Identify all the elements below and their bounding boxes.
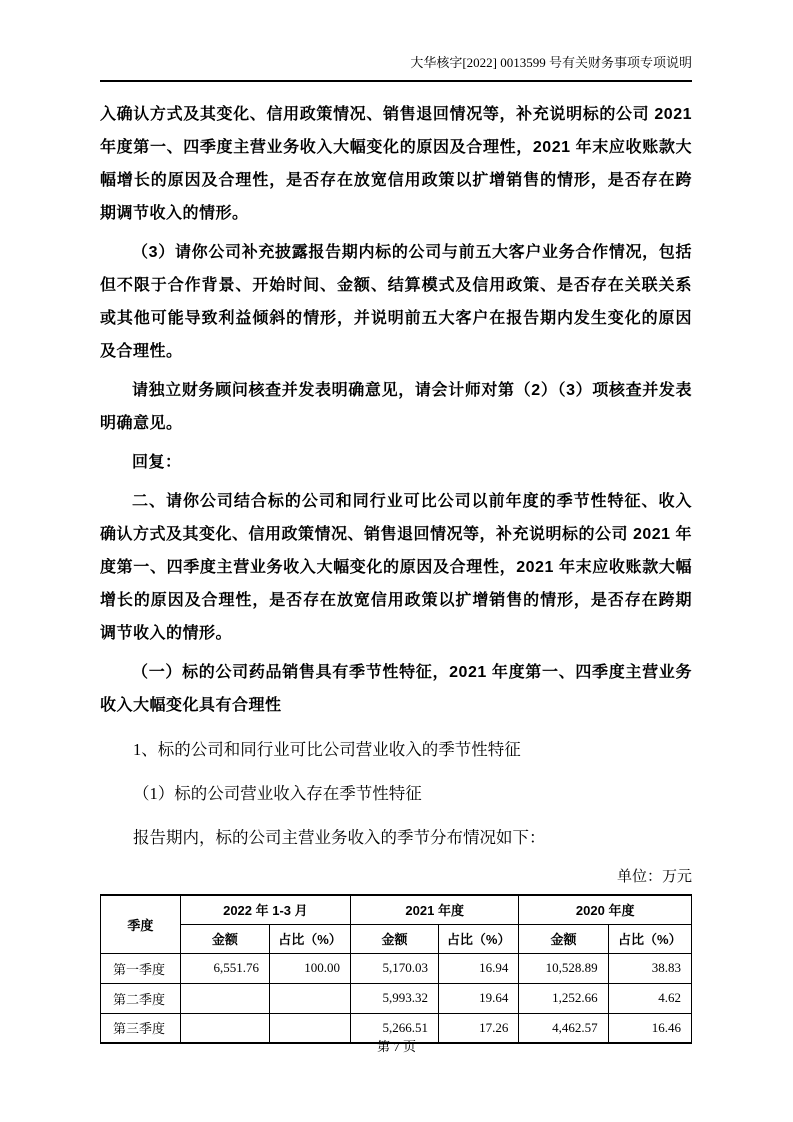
table-corner-header: 季度 [101,895,181,953]
paragraph-subheading-1-1: （1）标的公司营业收入存在季节性特征 [133,784,422,803]
paragraph-reply-label: 回复： [132,454,182,471]
paragraph-verification-request: 请独立财务顾问核查并发表明确意见，请会计师对第（2）（3）项核查并发表明确意见。 [100,382,692,432]
table-cell: 16.46 [608,1013,691,1043]
table-row-label: 第一季度 [101,953,181,983]
table-cell: 5,993.32 [350,983,438,1013]
table-row [101,983,692,1013]
table-header-amount-2020: 金额 [519,924,608,953]
table-cell: 19.64 [439,983,519,1013]
table-cell: 6,551.76 [180,953,269,983]
document-header [100,52,692,82]
table-row-label: 第二季度 [101,983,181,1013]
table-cell: 17.26 [439,1013,519,1043]
table-header-amount-2022: 金额 [180,924,269,953]
table-cell: 16.94 [439,953,519,983]
table-group-2022: 2022 年 1-3 月 [180,895,350,924]
table-row-label: 第三季度 [101,1013,181,1043]
table-cell: 4,462.57 [519,1013,608,1043]
table-header-pct-2022: 占比（%） [270,924,351,953]
paragraph-question-3: （3）请你公司补充披露报告期内标的公司与前五大客户业务合作情况，包括但不限于合作背景、开始时间、金额、结算模式及信用政策、是否存在关联关系或其他可能导致利益倾斜的情形，并说明前五大客户在报告期内发生变化的原因及合理性。 [100,244,692,360]
table-header-sub-row [101,924,692,953]
paragraph-table-intro: 报告期内，标的公司主营业务收入的季节分布情况如下： [133,828,546,847]
table-row [101,953,692,983]
table-cell: 100.00 [270,953,351,983]
paragraph-answer-heading: （一）标的公司药品销售具有季节性特征，2021 年度第一、四季度主营业务收入大幅变化具有合理性 [100,664,692,714]
table-cell: 5,266.51 [350,1013,438,1043]
document-header-title: 大华核字[2022] 0013599 号有关财务事项专项说明 [410,55,692,70]
table-header-group-row [101,895,692,924]
document-body [100,98,692,1044]
table-unit-label: 单位：万元 [616,869,692,885]
table-cell: 5,170.03 [350,953,438,983]
paragraph-subheading-1: 1、标的公司和同行业可比公司营业收入的季节性特征 [133,740,521,759]
seasonal-revenue-table [100,894,692,1044]
table-cell: 1,252.66 [519,983,608,1013]
table-cell: 10,528.89 [519,953,608,983]
table-cell [180,983,269,1013]
table-header-pct-2021: 占比（%） [439,924,519,953]
table-cell: 4.62 [608,983,691,1013]
table-header-amount-2021: 金额 [350,924,438,953]
paragraph-question-2: 二、请你公司结合标的公司和同行业可比公司以前年度的季节性特征、收入确认方式及其变化、信用政策情况、销售退回情况等，补充说明标的公司 2021 年度第一、四季度主营业务收入大幅变化的原因及合理性，2021 年末应收账款大幅增长的原因及合理性，是否存在放宽信用政策以扩增销售的情形，是否存在跨期调节收入的情形。 [100,493,692,642]
table-group-2021: 2021 年度 [350,895,518,924]
table-header-pct-2020: 占比（%） [608,924,691,953]
paragraph-continuation: 入确认方式及其变化、信用政策情况、销售退回情况等，补充说明标的公司 2021 年度第一、四季度主营业务收入大幅变化的原因及合理性，2021 年末应收账款大幅增长的原因及合理性，是否存在放宽信用政策以扩增销售的情形，是否存在跨期调节收入的情形。 [100,106,692,222]
page-number: 第 7 页 [376,1039,416,1054]
table-group-2020: 2020 年度 [519,895,692,924]
table-cell [270,983,351,1013]
table-cell: 38.83 [608,953,691,983]
